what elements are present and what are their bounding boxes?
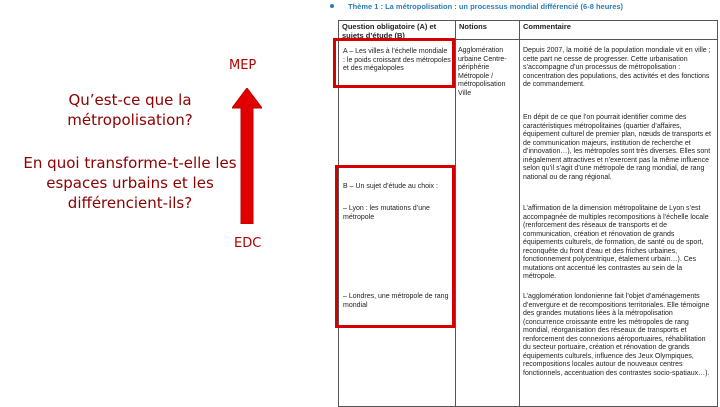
highlight-box-sujets-b [335,165,455,328]
header-notions: Notions [459,22,487,31]
row-a-commentaire-2: En dépit de ce que l’on pourrait identifier comme des caractéristiques métropolitaines (quartier d’affaires, équipement culturel de premier plan, nœuds de transports et de communication majeurs, institution de recherche et d’innovation…), les métropoles sont très diverses. Elles sont inégalement attractives et n’exercent pas la même influence selon qu’il s’agit d’une métropole de rang mondial, de rang national ou de rang régional. [523,114,711,181]
question-metropolisation: Qu’est-ce que la métropolisation? [67,91,193,129]
document-theme-title: Thème 1 : La métropolisation : un processus mondial différencié (6-8 heures) [348,2,624,11]
row-b-item-lyon: – Lyon : les mutations d’une métropole [343,205,430,221]
header-commentaire: Commentaire [523,22,571,31]
row-a-notions: Agglomération urbaine Centre-périphérie Métropole / métropolisation Ville [458,47,507,97]
label-mep: MEP [229,58,257,73]
row-b-item-londres: – Londres, une métropole de rang mondial [343,293,449,309]
bullet-icon [330,4,334,8]
row-a-commentaire-1: Depuis 2007, la moitié de la population mondiale vit en ville ; cette part ne cesse de progresser. Cette urbanisation s’accompagne d’un processus de métropolisation : concentration des populations, des activités et des fonctions de commandement. [523,47,711,88]
row-b-comment-londres: L’agglomération londonienne fait l’objet d’aménagements d’envergure et de recompositions territoriales. Elle témoigne des grandes mutations liées à la métropolisation (concurrence croissante entre les métropoles de rang mondial, réorganisation des réseaux de transports et renforcement des connexions aéroportuaires, réhabilitation du secteur portuaire, création et rénovation de grands équipements culturels, influence des Jeux Olympiques, recompositions locales autour de nouveaux centres fonctionnels, accentuation des contrastes socio-spatiaux…). [523,293,710,377]
header-question: Question obligatoire (A) et sujets d’étude (B) [342,22,437,40]
label-edc: EDC [234,236,262,251]
column-divider [519,21,520,406]
row-a-question: A – Les villes à l’échelle mondiale : le poids croissant des métropoles et des mégalopoles [343,48,451,72]
column-divider [455,21,456,406]
row-b-comment-lyon: L’affirmation de la dimension métropolitaine de Lyon s’est accompagnée de multiples recompositions à l’échelle locale (renforcement des réseaux de transports et de communication, création et rénovation de grands équipements culturels, de formation, de santé ou de sport, reconquête du front d’eau et des friches urbaines, fonctionnement polycentrique, étalement urbain…). Ces mutations ont accentué les contrastes au sein de la métropole. [523,205,709,280]
row-b-intro: B – Un sujet d’étude au choix : [343,183,438,190]
programme-document [318,0,720,405]
highlight-box-question-a [333,38,455,88]
question-transformation: En quoi transforme-t-elle les espaces urbains et les différencient-ils? [23,154,237,212]
up-arrow-icon [232,88,262,224]
